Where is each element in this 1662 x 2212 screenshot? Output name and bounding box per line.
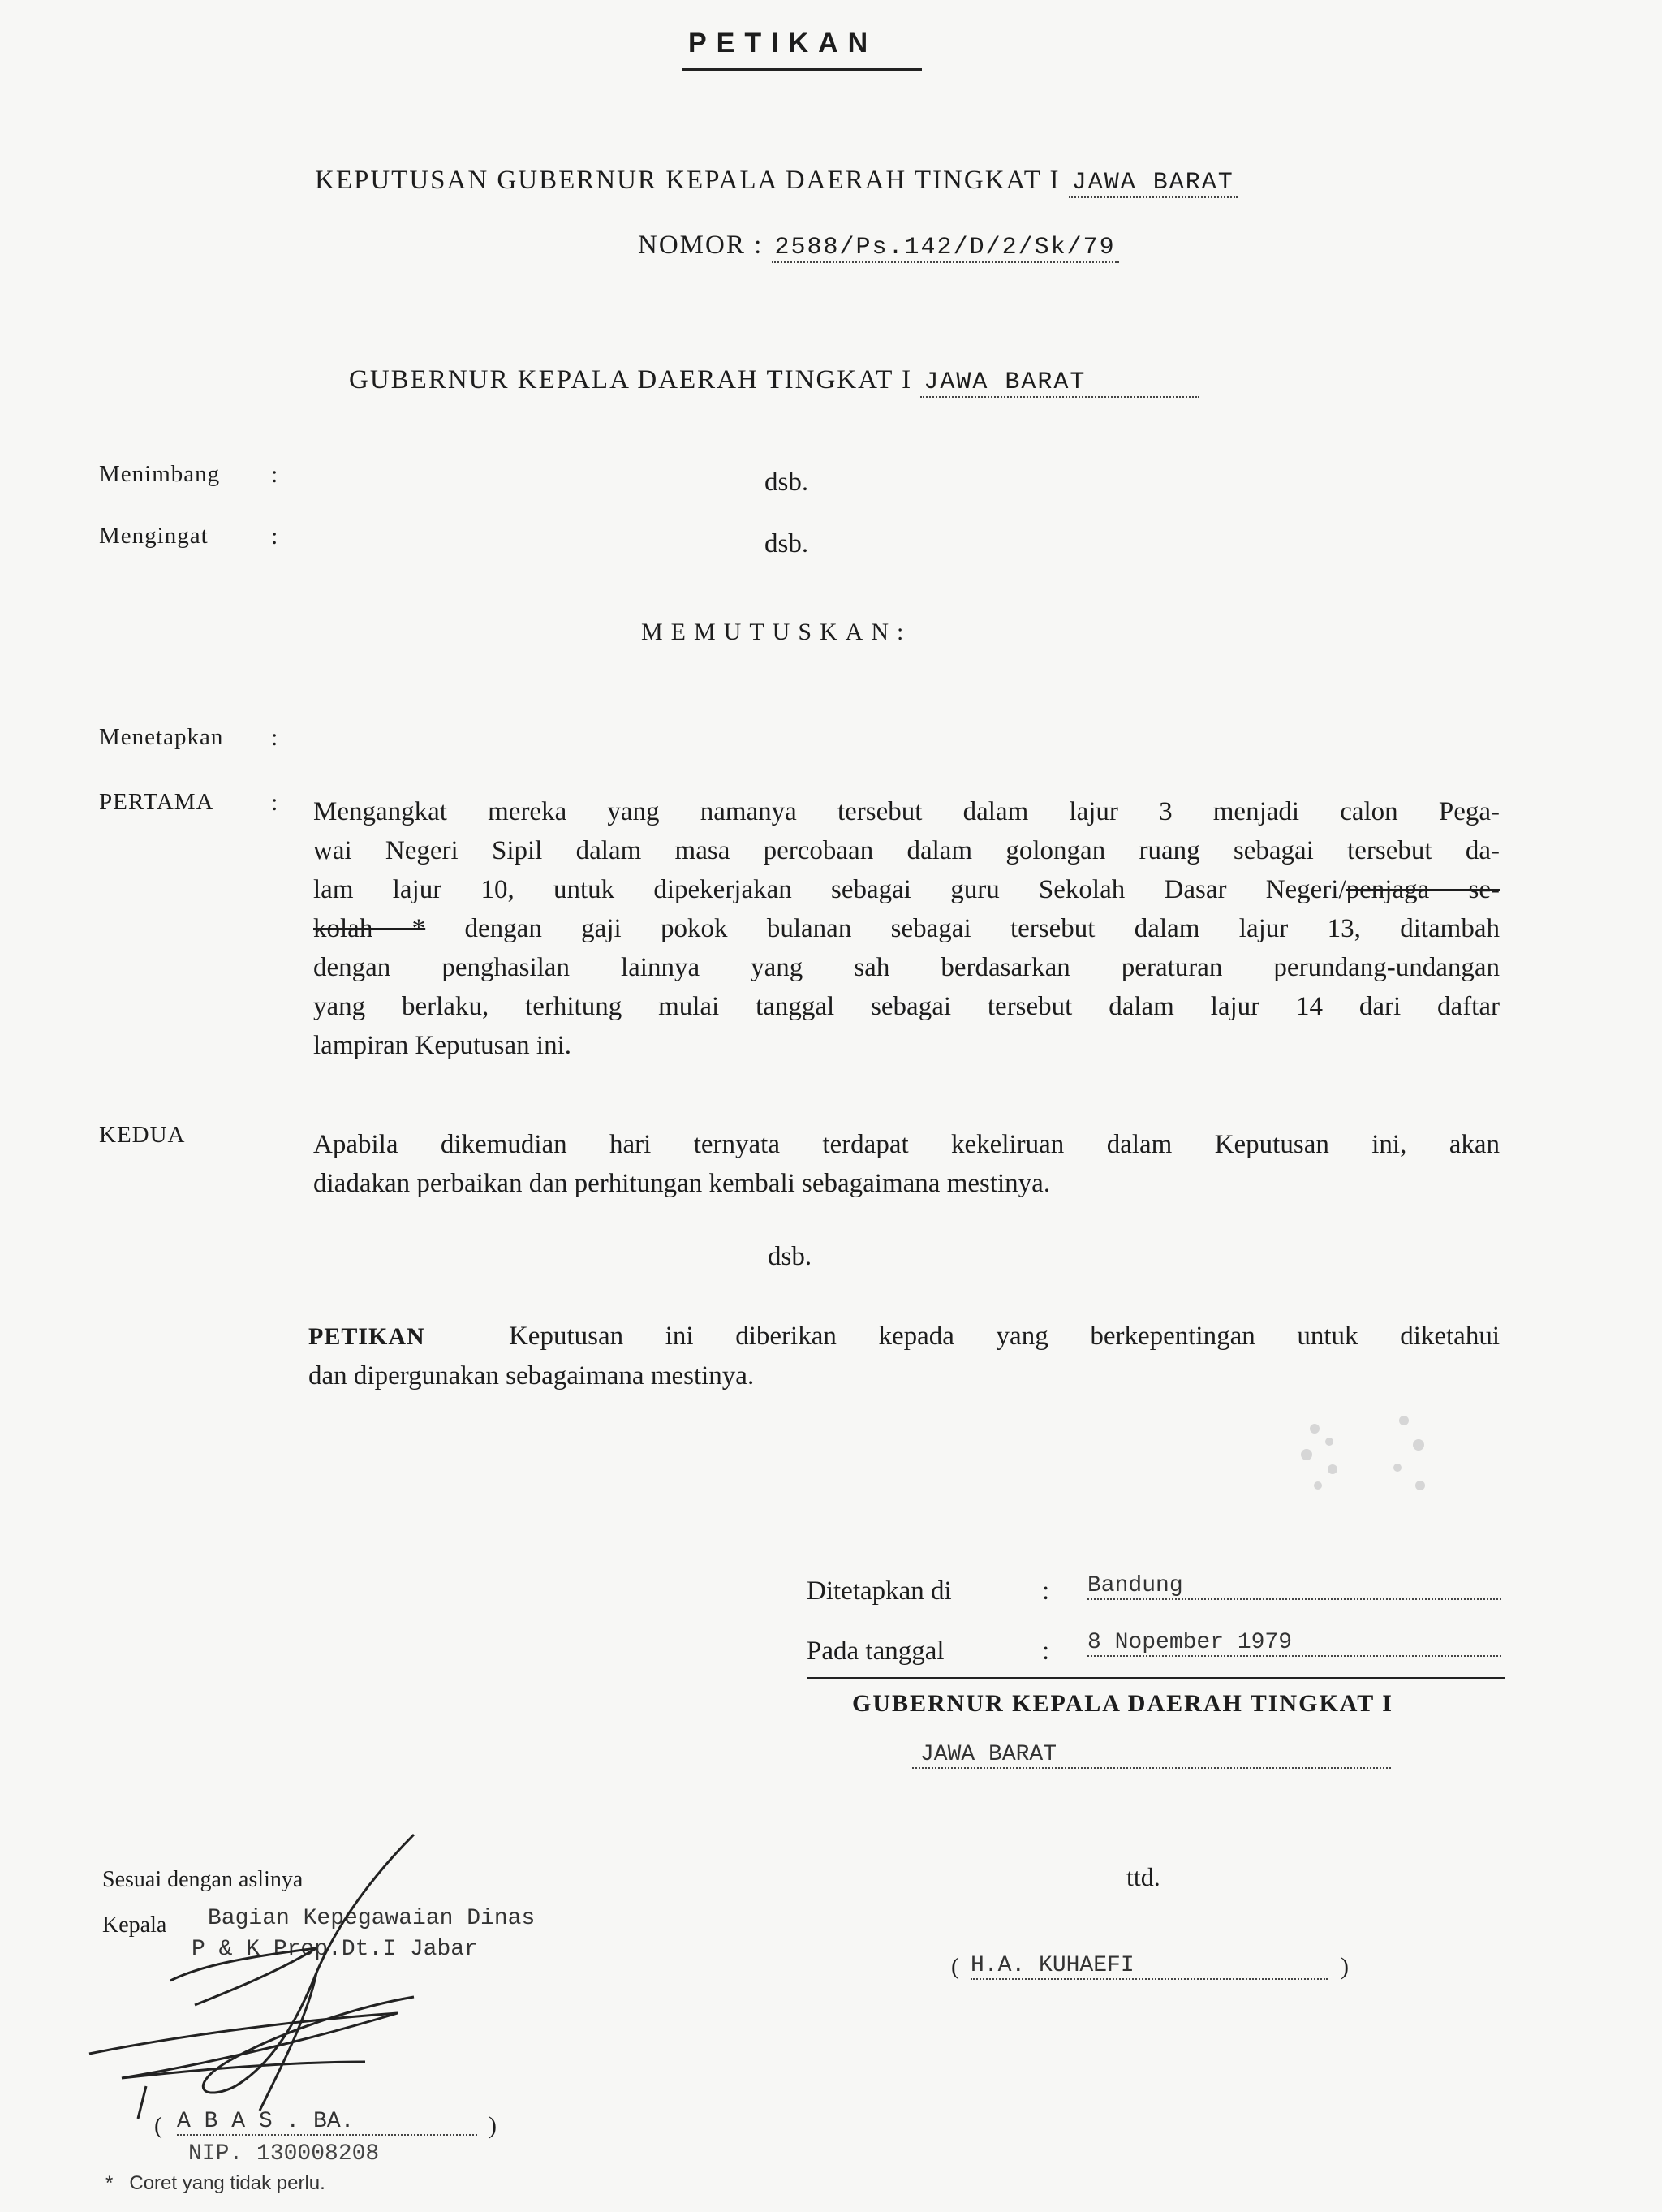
pertama-line-4-text: dengan gaji pokok bulanan sebagai tersebut dalam lajur 13, ditambah bbox=[464, 914, 1500, 943]
petikan-note bbox=[308, 1317, 1500, 1395]
menimbang-value: dsb. bbox=[764, 468, 809, 497]
pertama-line-2: wai Negeri Sipil dalam masa percobaan dalam golongan ruang sebagai tersebut da- bbox=[313, 836, 1500, 865]
decree-number-label: NOMOR : bbox=[638, 231, 764, 260]
ttd-mark: ttd. bbox=[1126, 1862, 1160, 1891]
ditetapkan-label: Ditetapkan di bbox=[807, 1576, 952, 1606]
pertama-colon: : bbox=[271, 789, 278, 816]
certification-dept: P & K Prop.Dt.I Jabar bbox=[192, 1937, 478, 1962]
pertama-line-4 bbox=[313, 909, 1500, 948]
mengingat-value: dsb. bbox=[764, 529, 809, 558]
certification-kepala: Kepala bbox=[102, 1912, 167, 1938]
menimbang-label: Menimbang bbox=[99, 461, 221, 487]
petikan-note-line-2: dan dipergunakan sebagaimana mestinya. bbox=[308, 1361, 755, 1391]
mengingat-colon: : bbox=[271, 523, 278, 550]
footnote-mark: * bbox=[105, 2172, 114, 2194]
certification-sesuai: Sesuai dengan aslinya bbox=[102, 1867, 304, 1892]
signature-gubernur-title: GUBERNUR KEPALA DAERAH TINGKAT I bbox=[852, 1690, 1393, 1717]
certifier-name-field bbox=[177, 2109, 477, 2136]
pertama-label: PERTAMA bbox=[99, 789, 214, 815]
signatory-name: H.A. KUHAEFI bbox=[971, 1953, 1328, 1980]
petikan-note-line-1-text: Keputusan ini diberikan kepada yang berkepentingan untuk diketahui bbox=[508, 1322, 1500, 1351]
decree-heading-prefix: KEPUTUSAN GUBERNUR KEPALA DAERAH TINGKAT I bbox=[315, 166, 1061, 195]
signatory-close-paren: ) bbox=[1341, 1953, 1349, 1980]
pertama-struck-text-1: penjaga se- bbox=[1346, 875, 1500, 904]
signature-divider bbox=[807, 1677, 1505, 1679]
pertama-struck-text-2: kolah * bbox=[313, 914, 426, 943]
issuer-heading-region: JAWA BARAT bbox=[920, 369, 1199, 398]
pertama-line-3-text: lam lajur 10, untuk dipekerjakan sebagai guru Sekolah Dasar Negeri/ bbox=[313, 875, 1346, 904]
petikan-note-line-1 bbox=[308, 1317, 1500, 1356]
kedua-line-1: Apabila dikemudian hari ternyata terdapat kekeliruan dalam Keputusan ini, akan bbox=[313, 1130, 1500, 1159]
faint-stamp-mark bbox=[1282, 1396, 1445, 1518]
closing-dsb: dsb. bbox=[768, 1242, 812, 1271]
signatory-name-field bbox=[971, 1953, 1328, 1980]
kedua-label: KEDUA bbox=[99, 1122, 186, 1148]
title-underline bbox=[682, 68, 922, 71]
certifier-close-paren: ) bbox=[489, 2112, 497, 2139]
petikan-note-bold: PETIKAN bbox=[308, 1323, 425, 1350]
signature-region-field bbox=[912, 1742, 1391, 1769]
pertama-line-3 bbox=[313, 870, 1500, 909]
menetapkan-colon: : bbox=[271, 724, 278, 751]
issuer-heading bbox=[349, 365, 1199, 396]
menimbang-colon: : bbox=[271, 461, 278, 488]
kedua-line-2: diadakan perbaikan dan perhitungan kembali sebagaimana mestinya. bbox=[313, 1169, 1051, 1198]
footnote bbox=[105, 2172, 325, 2195]
pertama-line-1: Mengangkat mereka yang namanya tersebut dalam lajur 3 menjadi calon Pega- bbox=[313, 797, 1500, 826]
memutuskan-heading: MEMUTUSKAN: bbox=[641, 619, 912, 645]
ditetapkan-colon: : bbox=[1042, 1576, 1050, 1606]
decree-number-value: 2588/Ps.142/D/2/Sk/79 bbox=[772, 234, 1119, 263]
footnote-text: Coret yang tidak perlu. bbox=[129, 2172, 325, 2194]
ditetapkan-field bbox=[1087, 1573, 1501, 1600]
tanggal-field bbox=[1087, 1630, 1501, 1657]
handwritten-signature bbox=[73, 1818, 511, 2127]
mengingat-label: Mengingat bbox=[99, 523, 209, 549]
pertama-paragraph bbox=[313, 792, 1500, 1065]
certification-bagian: Bagian Kepegawaian Dinas bbox=[208, 1906, 536, 1931]
tanggal-label: Pada tanggal bbox=[807, 1636, 945, 1666]
document-title: PETIKAN bbox=[688, 28, 878, 58]
certifier-name: A B A S . BA. bbox=[177, 2109, 477, 2136]
ditetapkan-value: Bandung bbox=[1087, 1573, 1501, 1600]
signature-region: JAWA BARAT bbox=[912, 1742, 1391, 1769]
tanggal-value: 8 Nopember 1979 bbox=[1087, 1630, 1501, 1657]
decree-number bbox=[638, 231, 1119, 261]
pertama-line-6: yang berlaku, terhitung mulai tanggal sebagai tersebut dalam lajur 14 dari daftar bbox=[313, 992, 1500, 1021]
pertama-line-5: dengan penghasilan lainnya yang sah berdasarkan peraturan perundang-undangan bbox=[313, 953, 1500, 982]
certifier-open-paren: ( bbox=[154, 2112, 162, 2139]
signatory-open-paren: ( bbox=[951, 1953, 959, 1980]
pertama-line-7: lampiran Keputusan ini. bbox=[313, 1031, 572, 1060]
decree-heading bbox=[315, 166, 1238, 196]
certifier-nip: NIP. 130008208 bbox=[188, 2141, 380, 2167]
menetapkan-label: Menetapkan bbox=[99, 724, 224, 750]
decree-heading-region: JAWA BARAT bbox=[1069, 169, 1238, 198]
kedua-paragraph bbox=[313, 1125, 1500, 1203]
issuer-heading-title: GUBERNUR KEPALA DAERAH TINGKAT I bbox=[349, 365, 913, 395]
tanggal-colon: : bbox=[1042, 1636, 1050, 1666]
